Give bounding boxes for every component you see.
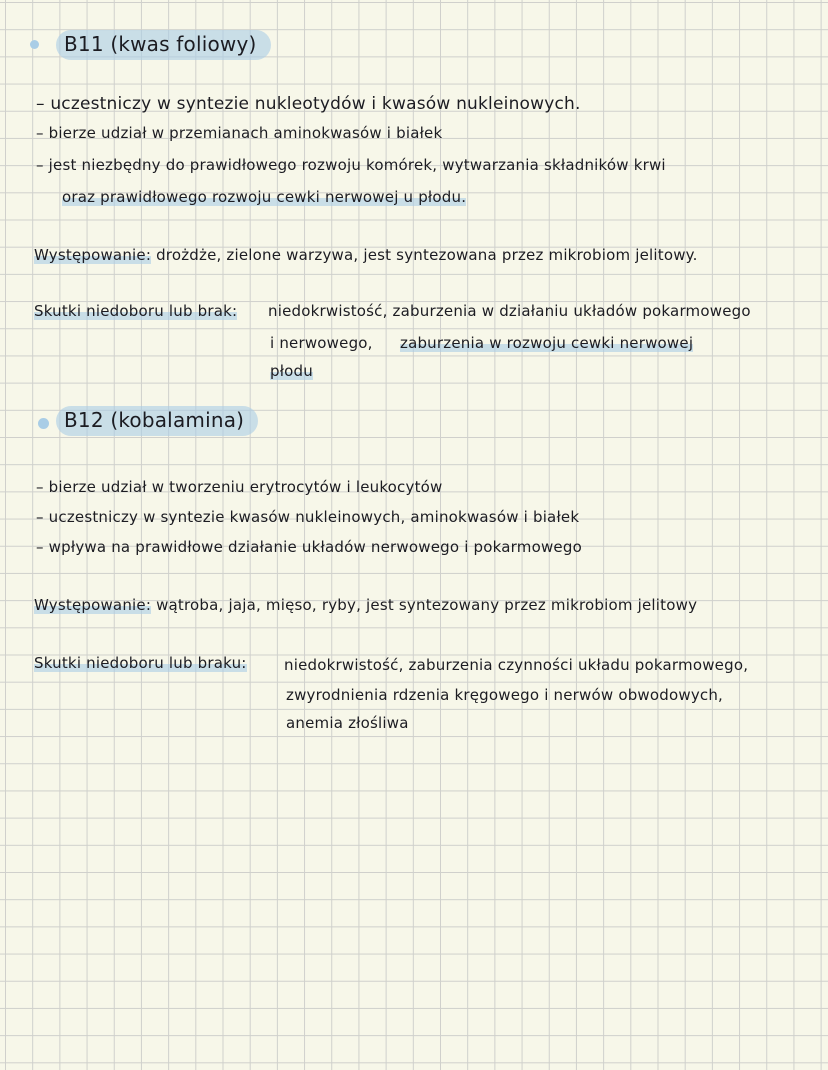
- occurrence-text: drożdże, zielone warzywa, jest syntezowana przez mikrobiom jelitowy.: [156, 246, 698, 264]
- occurrence-label: Występowanie:: [34, 246, 152, 264]
- bullet-text: uczestniczy w syntezie nukleotydów i kwasów nukleinowych.: [50, 94, 581, 114]
- effects-line: zaburzenia w rozwoju cewki nerwowej: [400, 334, 694, 352]
- bullet-item: – bierze udział w przemianach aminokwasów i białek: [36, 124, 443, 142]
- bullet-text: jest niezbędny do prawidłowego rozwoju komórek, wytwarzania składników krwi: [48, 156, 666, 174]
- bullet-dot-icon: [38, 418, 49, 429]
- bullet-item: – wpływa na prawidłowe działanie układów nerwowego i pokarmowego: [36, 538, 582, 556]
- bullet-text: bierze udział w tworzeniu erytrocytów i leukocytów: [48, 478, 443, 496]
- effects-line: niedokrwistość, zaburzenia czynności układu pokarmowego,: [284, 656, 749, 674]
- effects-line: płodu: [270, 362, 313, 380]
- effects-line: zwyrodnienia rdzenia kręgowego i nerwów obwodowych,: [286, 686, 724, 704]
- effects-line: i nerwowego,: [270, 334, 373, 352]
- section-title-b12: B12 (kobalamina): [56, 406, 258, 436]
- occurrence-b12: [34, 596, 697, 614]
- effects-line: anemia złośliwa: [286, 714, 409, 732]
- bullet-item: – uczestniczy w syntezie nukleotydów i kwasów nukleinowych.: [36, 94, 581, 114]
- effects-label: Skutki niedoboru lub braku:: [34, 654, 247, 672]
- bullet-item: – uczestniczy w syntezie kwasów nukleinowych, aminokwasów i białek: [36, 508, 580, 526]
- effects-line: niedokrwistość, zaburzenia w działaniu układów pokarmowego: [268, 302, 751, 320]
- bullet-dot-icon: [30, 40, 39, 49]
- occurrence-text: wątroba, jaja, mięso, ryby, jest syntezowany przez mikrobiom jelitowy: [156, 596, 698, 614]
- bullet-item: – bierze udział w tworzeniu erytrocytów i leukocytów: [36, 478, 443, 496]
- occurrence-label: Występowanie:: [34, 596, 152, 614]
- occurrence-b11: [34, 246, 698, 264]
- effects-label: Skutki niedoboru lub brak:: [34, 302, 238, 320]
- bullet-text: bierze udział w przemianach aminokwasów i białek: [48, 124, 443, 142]
- bullet-item: – jest niezbędny do prawidłowego rozwoju komórek, wytwarzania składników krwi: [36, 156, 666, 174]
- bullet-text: wpływa na prawidłowe działanie układów nerwowego i pokarmowego: [48, 538, 582, 556]
- bullet-text: uczestniczy w syntezie kwasów nukleinowych, aminokwasów i białek: [48, 508, 580, 526]
- section-title-b11: B11 (kwas foliowy): [56, 30, 271, 60]
- bullet-continuation: oraz prawidłowego rozwoju cewki nerwowej u płodu.: [62, 188, 467, 206]
